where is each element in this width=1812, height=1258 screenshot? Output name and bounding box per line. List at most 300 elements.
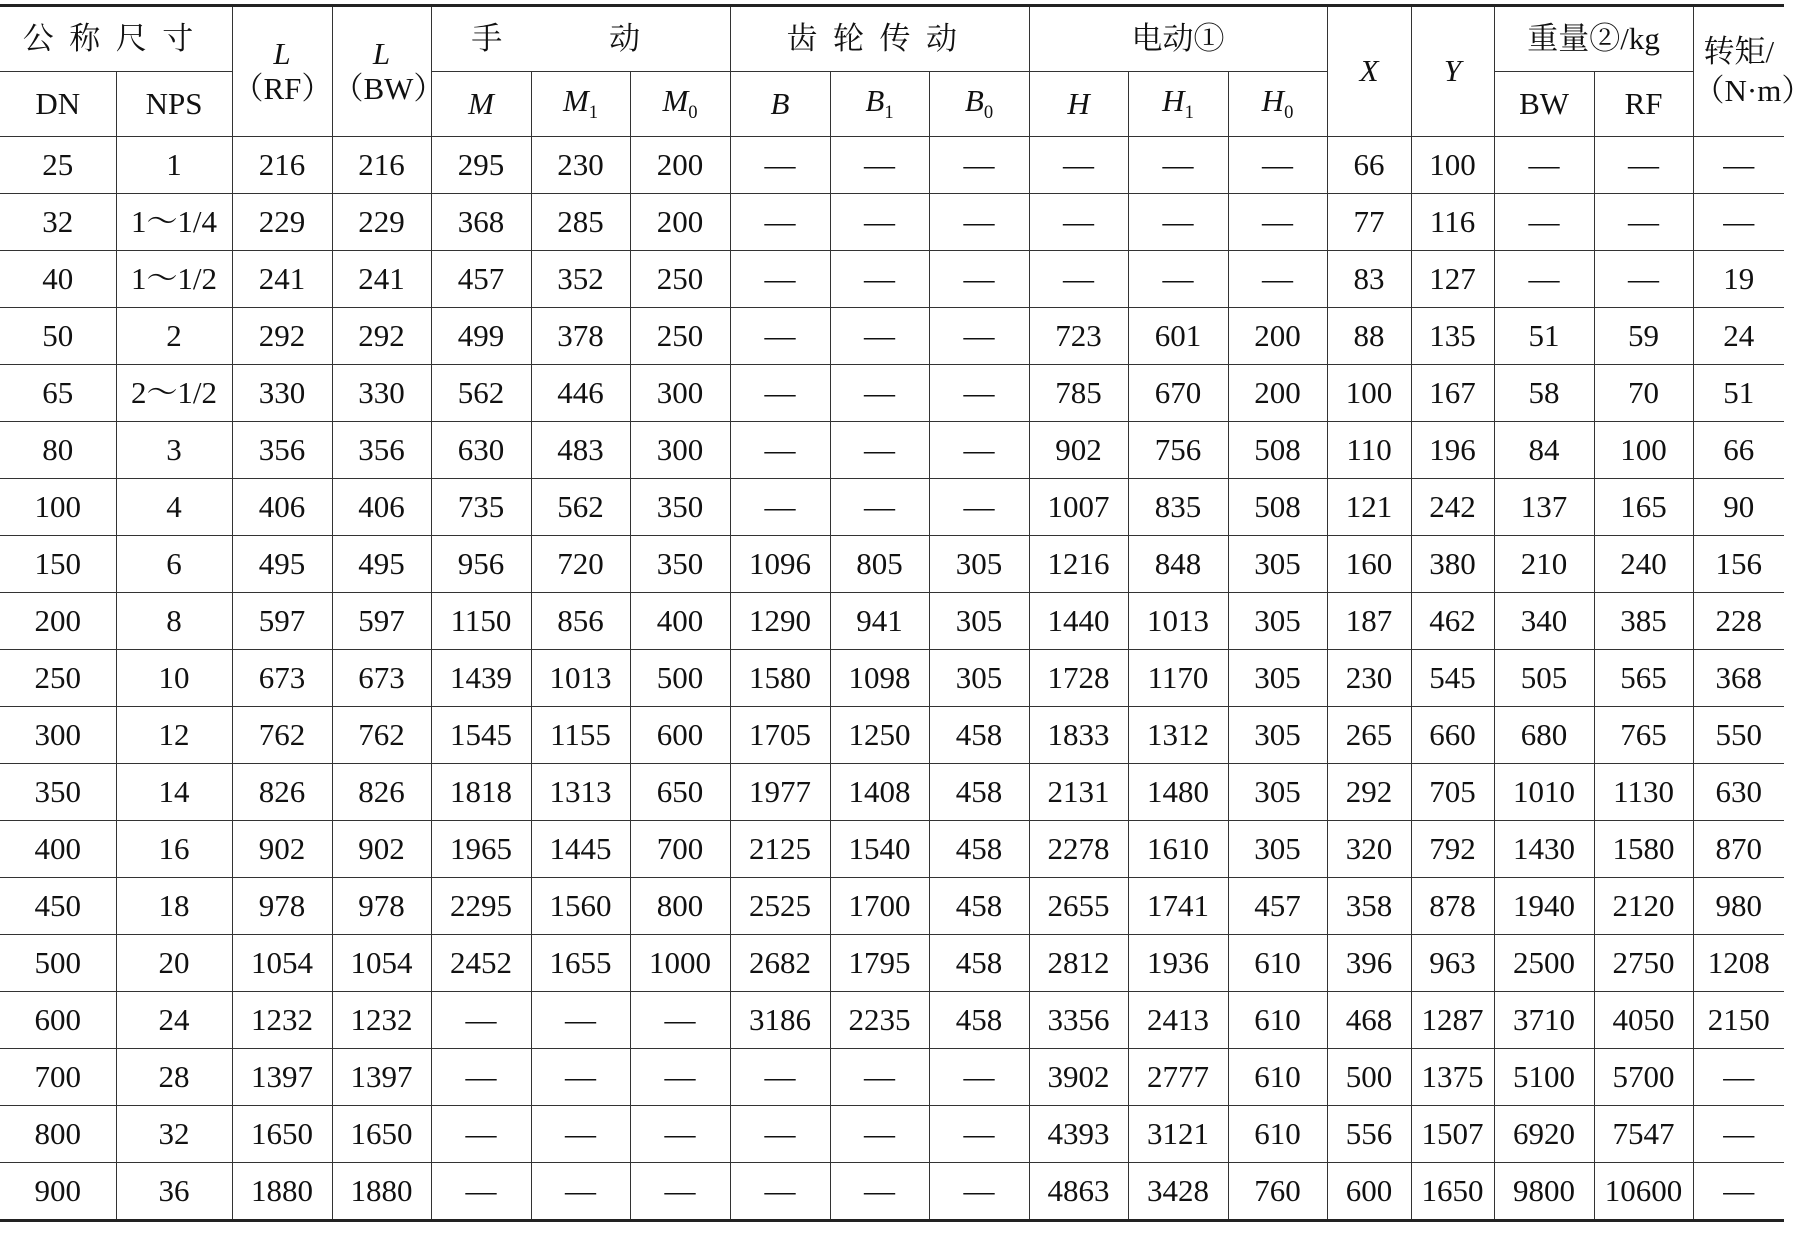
table-cell: 2750	[1594, 935, 1693, 992]
header-L-rf-symbol: L	[273, 36, 291, 72]
table-cell: 230	[1327, 650, 1411, 707]
header-M1-sub: 1	[588, 102, 599, 124]
table-cell: 700	[630, 821, 730, 878]
table-cell: —	[1029, 251, 1128, 308]
table-cell: 1216	[1029, 536, 1128, 593]
table-cell: 1～1/4	[116, 194, 232, 251]
valve-dimension-table	[0, 4, 1812, 1222]
table-cell: —	[1228, 251, 1327, 308]
table-cell: 556	[1327, 1106, 1411, 1163]
table-cell: 1250	[830, 707, 929, 764]
header-Y: Y	[1411, 6, 1494, 137]
table-cell: 396	[1327, 935, 1411, 992]
table-cell: 1655	[531, 935, 630, 992]
table-cell: 9800	[1494, 1163, 1594, 1221]
table-cell: 216	[232, 137, 332, 194]
table-cell: 385	[1594, 593, 1693, 650]
table-cell: 2131	[1029, 764, 1128, 821]
table-cell: 500	[0, 935, 116, 992]
table-cell: 1397	[232, 1049, 332, 1106]
table-cell: —	[431, 1106, 531, 1163]
table-cell: 1232	[332, 992, 431, 1049]
header-B: B	[730, 72, 830, 137]
header-manual: 手 动	[431, 6, 730, 72]
table-cell: 24	[116, 992, 232, 1049]
header-L-rf-label: （RF）	[232, 70, 333, 106]
table-cell: 1580	[1594, 821, 1693, 878]
table-cell: 800	[630, 878, 730, 935]
table-cell: 100	[0, 479, 116, 536]
table-cell: 340	[1494, 593, 1594, 650]
table-cell: 720	[531, 536, 630, 593]
table-cell: 6920	[1494, 1106, 1594, 1163]
table-cell: 1705	[730, 707, 830, 764]
table-cell: 292	[332, 308, 431, 365]
table-cell: 305	[1228, 764, 1327, 821]
header-dn: DN	[0, 72, 116, 137]
table-cell: 230	[531, 137, 630, 194]
table-cell: 1650	[1411, 1163, 1494, 1221]
header-nps: NPS	[116, 72, 232, 137]
header-B1-sub: 1	[884, 102, 894, 124]
table-cell: 826	[232, 764, 332, 821]
table-cell: 406	[232, 479, 332, 536]
table-cell: —	[630, 1106, 730, 1163]
table-cell: 350	[630, 536, 730, 593]
table-cell: 12	[116, 707, 232, 764]
table-row	[0, 593, 1784, 650]
table-cell: 1728	[1029, 650, 1128, 707]
table-cell: —	[531, 1106, 630, 1163]
table-cell: 2	[116, 308, 232, 365]
table-cell: 135	[1411, 308, 1494, 365]
table-cell: —	[531, 1163, 630, 1221]
table-cell: 705	[1411, 764, 1494, 821]
table-cell: 150	[0, 536, 116, 593]
table-cell: 856	[531, 593, 630, 650]
table-cell: —	[830, 365, 929, 422]
header-M1	[531, 72, 630, 137]
table-cell: 660	[1411, 707, 1494, 764]
table-cell: 562	[431, 365, 531, 422]
table-cell: 457	[1228, 878, 1327, 935]
table-cell: 7547	[1594, 1106, 1693, 1163]
header-H0	[1228, 72, 1327, 137]
table-cell: 1170	[1128, 650, 1228, 707]
table-cell: 562	[531, 479, 630, 536]
table-cell: 352	[531, 251, 630, 308]
header-B0-symbol: B	[964, 83, 984, 119]
table-cell: 300	[630, 365, 730, 422]
table-cell: 241	[332, 251, 431, 308]
table-cell: 167	[1411, 365, 1494, 422]
table-cell: 100	[1411, 137, 1494, 194]
table-cell: 265	[1327, 707, 1411, 764]
table-row	[0, 137, 1784, 194]
header-M1-symbol: M	[562, 83, 589, 119]
table-cell: 1439	[431, 650, 531, 707]
table-cell: 878	[1411, 878, 1494, 935]
table-cell: 285	[531, 194, 630, 251]
table-cell: 2150	[1693, 992, 1784, 1049]
table-cell: 508	[1228, 422, 1327, 479]
header-B1	[830, 72, 929, 137]
table-cell: 956	[431, 536, 531, 593]
table-cell: 458	[929, 707, 1029, 764]
table-cell: 196	[1411, 422, 1494, 479]
table-cell: —	[1228, 137, 1327, 194]
table-cell: 25	[0, 137, 116, 194]
table-cell: 66	[1693, 422, 1784, 479]
table-cell: —	[431, 1049, 531, 1106]
table-cell: 458	[929, 821, 1029, 878]
table-cell: 1650	[232, 1106, 332, 1163]
table-cell: 2295	[431, 878, 531, 935]
table-cell: 610	[1228, 935, 1327, 992]
table-cell: —	[1693, 194, 1784, 251]
table-cell: 1650	[332, 1106, 431, 1163]
table-cell: 350	[0, 764, 116, 821]
table-row	[0, 479, 1784, 536]
table-cell: 900	[0, 1163, 116, 1221]
header-H0-sub: 0	[1284, 102, 1294, 124]
table-cell: 3710	[1494, 992, 1594, 1049]
table-cell: 77	[1327, 194, 1411, 251]
table-cell: 305	[1228, 593, 1327, 650]
table-cell: 250	[630, 251, 730, 308]
table-cell: 458	[929, 992, 1029, 1049]
header-electric: 电动①	[1029, 6, 1327, 72]
table-cell: 468	[1327, 992, 1411, 1049]
table-cell: —	[1693, 1163, 1784, 1221]
header-gear: 齿轮传动	[730, 6, 1029, 72]
table-cell: 805	[830, 536, 929, 593]
header-H1	[1128, 72, 1228, 137]
table-cell: —	[830, 1106, 929, 1163]
table-cell: —	[1228, 194, 1327, 251]
table-cell: 2500	[1494, 935, 1594, 992]
table-cell: 700	[0, 1049, 116, 1106]
table-cell: 450	[0, 878, 116, 935]
table-cell: 462	[1411, 593, 1494, 650]
header-L-rf	[232, 6, 332, 137]
table-cell: 1408	[830, 764, 929, 821]
table-cell: —	[531, 992, 630, 1049]
table-cell: 1013	[531, 650, 630, 707]
table-cell: 1795	[830, 935, 929, 992]
table-cell: 1232	[232, 992, 332, 1049]
table-cell: —	[730, 1049, 830, 1106]
table-cell: —	[730, 194, 830, 251]
table-cell: —	[1128, 251, 1228, 308]
table-cell: 51	[1494, 308, 1594, 365]
table-cell: 84	[1494, 422, 1594, 479]
table-cell: —	[730, 137, 830, 194]
table-cell: 723	[1029, 308, 1128, 365]
table-cell: 2525	[730, 878, 830, 935]
table-cell: 83	[1327, 251, 1411, 308]
table-row	[0, 251, 1784, 308]
table-row	[0, 365, 1784, 422]
table-cell: 826	[332, 764, 431, 821]
table-cell: 963	[1411, 935, 1494, 992]
table-cell: —	[929, 1106, 1029, 1163]
table-cell: 902	[232, 821, 332, 878]
table-cell: 1480	[1128, 764, 1228, 821]
table-cell: 5700	[1594, 1049, 1693, 1106]
table-cell: 835	[1128, 479, 1228, 536]
table-cell: 610	[1228, 992, 1327, 1049]
table-cell: 10	[116, 650, 232, 707]
table-cell: 330	[332, 365, 431, 422]
table-row	[0, 650, 1784, 707]
header-M0-symbol: M	[662, 83, 689, 119]
table-cell: 735	[431, 479, 531, 536]
table-cell: 2～1/2	[116, 365, 232, 422]
table-cell: —	[730, 308, 830, 365]
table-cell: 16	[116, 821, 232, 878]
table-cell: 4	[116, 479, 232, 536]
table-row	[0, 308, 1784, 365]
table-cell: 305	[929, 593, 1029, 650]
table-cell: 1013	[1128, 593, 1228, 650]
table-row	[0, 422, 1784, 479]
table-cell: 378	[531, 308, 630, 365]
table-cell: 446	[531, 365, 630, 422]
table-cell: 1312	[1128, 707, 1228, 764]
table-cell: 400	[630, 593, 730, 650]
table-cell: 1833	[1029, 707, 1128, 764]
table-cell: 380	[1411, 536, 1494, 593]
header-weight-bw: BW	[1494, 72, 1594, 137]
table-cell: 292	[1327, 764, 1411, 821]
table-cell: 80	[0, 422, 116, 479]
table-cell: 229	[332, 194, 431, 251]
table-cell: —	[630, 1049, 730, 1106]
table-cell: 305	[929, 536, 1029, 593]
table-cell: 19	[1693, 251, 1784, 308]
table-cell: —	[830, 137, 929, 194]
table-cell: 1150	[431, 593, 531, 650]
table-cell: 400	[0, 821, 116, 878]
table-cell: 165	[1594, 479, 1693, 536]
table-cell: —	[929, 1049, 1029, 1106]
table-cell: 200	[630, 137, 730, 194]
table-cell: 1507	[1411, 1106, 1494, 1163]
header-M: M	[431, 72, 531, 137]
table-cell: 3	[116, 422, 232, 479]
table-cell: 600	[630, 707, 730, 764]
table-cell: 4393	[1029, 1106, 1128, 1163]
table-cell: —	[1128, 194, 1228, 251]
header-H: H	[1029, 72, 1128, 137]
table-cell: 3186	[730, 992, 830, 1049]
table-cell: 200	[1228, 365, 1327, 422]
table-cell: —	[929, 137, 1029, 194]
table-cell: 292	[232, 308, 332, 365]
table-cell: 785	[1029, 365, 1128, 422]
table-cell: 305	[929, 650, 1029, 707]
table-cell: 601	[1128, 308, 1228, 365]
table-cell: —	[630, 1163, 730, 1221]
table-cell: 1007	[1029, 479, 1128, 536]
table-cell: —	[1693, 137, 1784, 194]
table-cell: 1～1/2	[116, 251, 232, 308]
table-cell: 356	[232, 422, 332, 479]
table-cell: 5100	[1494, 1049, 1594, 1106]
table-cell: 20	[116, 935, 232, 992]
table-cell: 458	[929, 935, 1029, 992]
table-cell: 305	[1228, 650, 1327, 707]
table-cell: 28	[116, 1049, 232, 1106]
table-cell: 1096	[730, 536, 830, 593]
table-cell: 550	[1693, 707, 1784, 764]
table-cell: 110	[1327, 422, 1411, 479]
table-cell: 1313	[531, 764, 630, 821]
table-cell: 1290	[730, 593, 830, 650]
table-cell: 941	[830, 593, 929, 650]
table-cell: 90	[1693, 479, 1784, 536]
table-cell: 3121	[1128, 1106, 1228, 1163]
table-cell: 762	[332, 707, 431, 764]
table-cell: 495	[232, 536, 332, 593]
table-cell: 228	[1693, 593, 1784, 650]
table-cell: 673	[332, 650, 431, 707]
table-cell: 200	[630, 194, 730, 251]
table-cell: 1610	[1128, 821, 1228, 878]
table-cell: 116	[1411, 194, 1494, 251]
table-cell: 756	[1128, 422, 1228, 479]
table-cell: —	[830, 1049, 929, 1106]
table-cell: 320	[1327, 821, 1411, 878]
table-cell: 229	[232, 194, 332, 251]
table-row	[0, 536, 1784, 593]
table-cell: 4050	[1594, 992, 1693, 1049]
table-cell: 305	[1228, 707, 1327, 764]
table-cell: 499	[431, 308, 531, 365]
table-cell: 457	[431, 251, 531, 308]
table-cell: 1880	[332, 1163, 431, 1221]
table-cell: —	[1029, 194, 1128, 251]
table-cell: —	[730, 1163, 830, 1221]
table-cell: 350	[630, 479, 730, 536]
table-cell: 1440	[1029, 593, 1128, 650]
table-cell: 36	[116, 1163, 232, 1221]
table-cell: —	[730, 365, 830, 422]
table-cell: —	[830, 194, 929, 251]
table-cell: 187	[1327, 593, 1411, 650]
table-cell: —	[730, 251, 830, 308]
table-cell: —	[1029, 137, 1128, 194]
table-cell: 600	[0, 992, 116, 1049]
table-cell: 902	[1029, 422, 1128, 479]
table-cell: 2125	[730, 821, 830, 878]
table-cell: 59	[1594, 308, 1693, 365]
header-B0	[929, 72, 1029, 137]
table-cell: 216	[332, 137, 431, 194]
table-cell: 356	[332, 422, 431, 479]
table-cell: —	[1494, 194, 1594, 251]
header-torque: 转矩/（N·m）	[1693, 6, 1784, 137]
table-cell: 100	[1594, 422, 1693, 479]
table-cell: —	[431, 992, 531, 1049]
table-cell: 870	[1693, 821, 1784, 878]
table-cell: —	[929, 251, 1029, 308]
table-cell: 18	[116, 878, 232, 935]
table-row	[0, 878, 1784, 935]
table-cell: 241	[232, 251, 332, 308]
table-cell: 137	[1494, 479, 1594, 536]
table-cell: 1445	[531, 821, 630, 878]
table-cell: —	[730, 1106, 830, 1163]
header-H0-symbol: H	[1261, 83, 1285, 119]
table-cell: 1818	[431, 764, 531, 821]
table-cell: —	[830, 422, 929, 479]
table-cell: 1965	[431, 821, 531, 878]
table-cell: 902	[332, 821, 431, 878]
table-cell: 100	[1327, 365, 1411, 422]
table-cell: 1155	[531, 707, 630, 764]
table-cell: 760	[1228, 1163, 1327, 1221]
table-cell: —	[531, 1049, 630, 1106]
table-cell: 1580	[730, 650, 830, 707]
table-cell: 1880	[232, 1163, 332, 1221]
table-cell: 1287	[1411, 992, 1494, 1049]
header-L-bw-label: （BW）	[332, 70, 445, 106]
table-cell: 24	[1693, 308, 1784, 365]
table-cell: 1936	[1128, 935, 1228, 992]
table-cell: 505	[1494, 650, 1594, 707]
table-cell: 330	[232, 365, 332, 422]
table-cell: —	[1494, 137, 1594, 194]
table-cell: 4863	[1029, 1163, 1128, 1221]
table-cell: 14	[116, 764, 232, 821]
table-cell: 240	[1594, 536, 1693, 593]
table-cell: 300	[630, 422, 730, 479]
table-row	[0, 194, 1784, 251]
table-cell: 762	[232, 707, 332, 764]
table-cell: —	[929, 365, 1029, 422]
table-cell: —	[1693, 1106, 1784, 1163]
table-row	[0, 764, 1784, 821]
table-cell: 630	[431, 422, 531, 479]
table-cell: 670	[1128, 365, 1228, 422]
table-cell: 250	[0, 650, 116, 707]
table-row	[0, 821, 1784, 878]
table-cell: 1054	[332, 935, 431, 992]
header-H1-sub: 1	[1184, 102, 1194, 124]
header-H1-symbol: H	[1162, 83, 1185, 119]
table-cell: 848	[1128, 536, 1228, 593]
header-L-bw	[332, 6, 445, 137]
table-cell: —	[431, 1163, 531, 1221]
table-cell: 58	[1494, 365, 1594, 422]
table-cell: 6	[116, 536, 232, 593]
table-cell: —	[929, 194, 1029, 251]
table-row	[0, 1106, 1784, 1163]
table-row	[0, 1049, 1784, 1106]
table-cell: 2413	[1128, 992, 1228, 1049]
table-cell: 1545	[431, 707, 531, 764]
table-cell: 765	[1594, 707, 1693, 764]
table-cell: 1	[116, 137, 232, 194]
table-cell: 3356	[1029, 992, 1128, 1049]
header-nominal-size: 公称尺寸	[0, 6, 232, 72]
table-cell: 597	[232, 593, 332, 650]
table-cell: —	[1594, 251, 1693, 308]
table-cell: 32	[0, 194, 116, 251]
table-cell: 2812	[1029, 935, 1128, 992]
